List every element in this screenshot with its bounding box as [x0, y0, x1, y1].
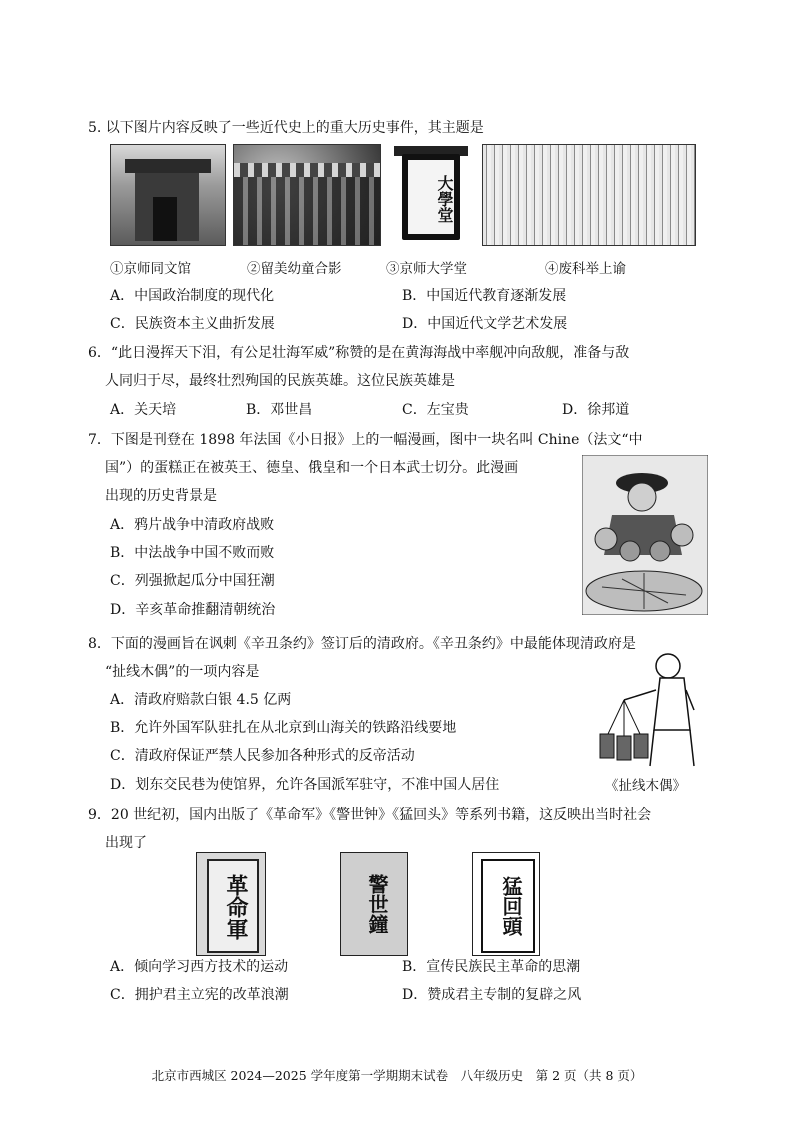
plaque-text: 大學堂 — [435, 175, 454, 223]
caption-4: ④废科举上谕 — [545, 261, 626, 277]
q5-option-c: C．民族资本主义曲折发展 — [110, 316, 275, 332]
q8-stem-line2: “扯线木偶”的一项内容是 — [105, 664, 260, 680]
q5-option-a: A．中国政治制度的现代化 — [110, 288, 275, 304]
caption-1: ①京师同文馆 — [110, 261, 191, 277]
q7-option-d: D．辛亥革命推翻清朝统治 — [110, 602, 276, 618]
q6-option-b: B．邓世昌 — [246, 402, 313, 418]
q6-stem-line2: 人同归于尽，最终壮烈殉国的民族英雄。这位民族英雄是 — [105, 373, 455, 389]
q7-option-b: B．中法战争中国不败而败 — [110, 545, 275, 561]
daxuetang-plaque-photo — [392, 144, 470, 244]
q7-option-c: C．列强掀起瓜分中国狂潮 — [110, 573, 275, 589]
book-title-2: 警世鐘 — [365, 874, 389, 934]
tongwenguan-photo — [110, 144, 226, 246]
puppet-cartoon-image — [596, 650, 700, 768]
q6-option-d: D．徐邦道 — [562, 402, 630, 418]
children-group-photo — [233, 144, 381, 246]
q9-option-b: B．宣传民族民主革命的思潮 — [402, 959, 581, 975]
q7-option-a: A．鸦片战争中清政府战败 — [110, 517, 275, 533]
caption-3: ③京师大学堂 — [386, 261, 467, 277]
q7-stem-line1: 7．下图是刊登在 1898 年法国《小日报》上的一幅漫画，图中一块名叫 Chine（法文“中 — [88, 432, 643, 448]
q7-stem-line2: 国”）的蛋糕正在被英王、德皇、俄皇和一个日本武士切分。此漫画 — [105, 460, 519, 476]
cake-cartoon-image — [582, 455, 708, 615]
book-cover-jingshizhong — [340, 852, 408, 956]
caption-2: ②留美幼童合影 — [247, 261, 342, 277]
q8-option-c: C．清政府保证严禁人民参加各种形式的反帝活动 — [110, 748, 415, 764]
q6-option-c: C．左宝贵 — [402, 402, 469, 418]
book-title-3: 猛回頭 — [499, 876, 523, 936]
edict-photo — [482, 144, 696, 246]
q6-stem-line1: 6．“此日漫挥天下泪，有公足壮海军威”称赞的是在黄海海战中率舰冲向敌舰，准备与敌 — [88, 345, 630, 361]
q8-option-a: A．清政府赔款白银 4.5 亿两 — [110, 692, 292, 708]
page-footer: 北京市西城区 2024—2025 学年度第一学期期末试卷 八年级历史 第 2 页（共 8 页） — [151, 1068, 643, 1083]
q9-option-d: D．赞成君主专制的复辟之风 — [402, 987, 582, 1003]
q9-option-a: A．倾向学习西方技术的运动 — [110, 959, 289, 975]
q5-stem: 5. 以下图片内容反映了一些近代史上的重大历史事件，其主题是 — [88, 120, 484, 136]
book-cover-menghuitou — [472, 852, 540, 956]
book-title-1: 革命軍 — [223, 874, 249, 940]
q5-option-b: B．中国近代教育逐渐发展 — [402, 288, 567, 304]
q9-stem-line1: 9．20 世纪初，国内出版了《革命军》《警世钟》《猛回头》等系列书籍，这反映出当时社会 — [88, 807, 652, 823]
q8-option-d: D．划东交民巷为使馆界，允许各国派军驻守，不准中国人居住 — [110, 777, 500, 793]
q6-option-a: A．关天培 — [110, 402, 177, 418]
book-cover-geminjun — [196, 852, 266, 956]
q9-stem-line2: 出现了 — [105, 835, 147, 851]
q9-option-c: C．拥护君主立宪的改革浪潮 — [110, 987, 289, 1003]
q8-stem-line1: 8．下面的漫画旨在讽刺《辛丑条约》签订后的清政府。《辛丑条约》中最能体现清政府是 — [88, 636, 636, 652]
q5-option-d: D．中国近代文学艺术发展 — [402, 316, 568, 332]
q7-stem-line3: 出现的历史背景是 — [105, 488, 217, 504]
cartoon-caption: 《扯线木偶》 — [605, 778, 686, 794]
q8-option-b: B．允许外国军队驻扎在从北京到山海关的铁路沿线要地 — [110, 720, 457, 736]
